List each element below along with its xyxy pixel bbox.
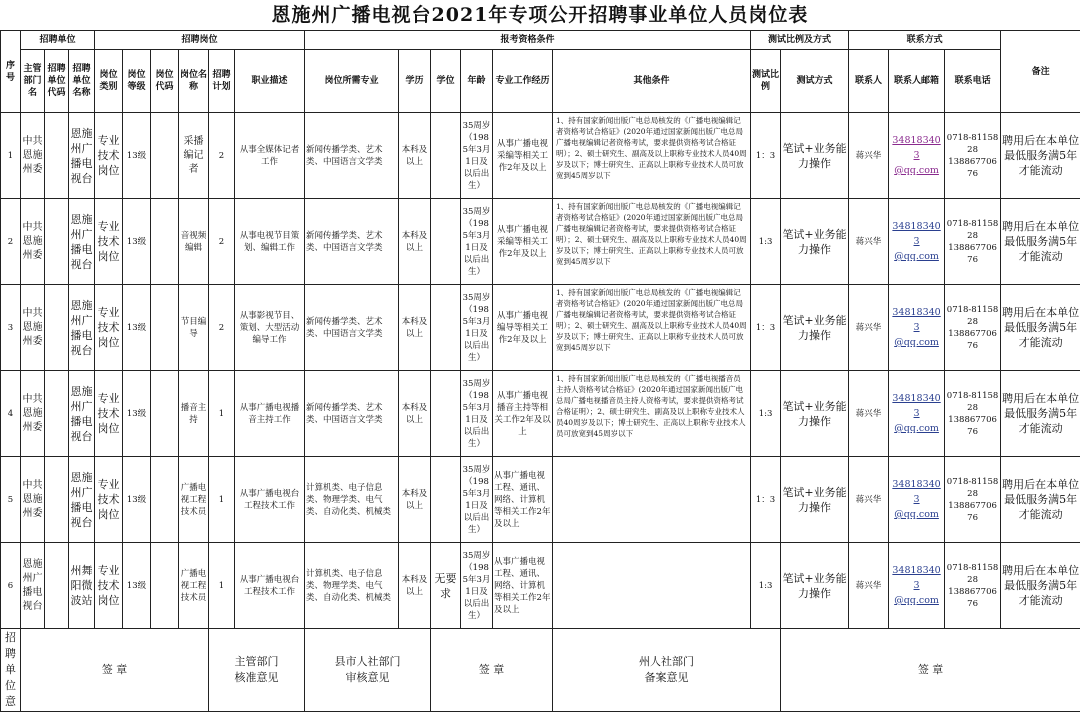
cell-degree [431,113,461,199]
cell-remark: 聘用后在本单位最低服务满5年才能流动 [1001,285,1080,371]
cell-phone [945,371,1001,457]
cell-age: 35周岁（1985年3月1日及以后出生） [461,371,493,457]
cell-ratio: 1:3 [751,371,781,457]
cell-plan: 2 [209,199,235,285]
cell-major: 新闻传播学类、艺术类、中国语言文学类 [305,285,399,371]
column-header-row [1,50,1080,113]
header-remark: 备注 [1001,31,1080,113]
email-link-domain[interactable]: @qq.com [894,251,939,262]
email-link[interactable]: 348183403 [892,307,941,333]
cell-seq: 2 [1,199,21,285]
header-person: 联系人 [849,50,889,113]
page-title: 恩施州广播电视台2021年专项公开招聘事业单位人员岗位表 [271,4,809,26]
table-row [1,457,1080,543]
cell-email[interactable] [889,543,945,629]
cell-plan: 2 [209,285,235,371]
cell-pos-type: 专业技术岗位 [95,113,123,199]
cell-unit-code [45,113,69,199]
table-row [1,199,1080,285]
cell-unit-name: 恩施州广播电视台 [69,199,95,285]
cell-duty: 从事广播电视台工程技术工作 [235,543,305,629]
cell-ratio: 1：3 [751,285,781,371]
cell-pos-level: 13级 [123,285,151,371]
cell-other: 1、持有国家新闻出版广电总局核发的《广播电视编辑记者资格考试合格证》(2020年通过国家新闻出版广电总局广播电视编辑记者资格考试，要求提供资格考试合格证明）；2、硕士研究生、副高及以上职称专业技术人员40周岁及以下；博士研究生、正高以上职称专业技术人员可放宽到45周岁以下 [553,113,751,199]
cell-person: 蒋兴华 [849,285,889,371]
cell-dept: 恩施州广播电视台 [21,543,45,629]
phone-mobile: 13886770676 [948,586,997,609]
group-unit: 招聘单位 [21,31,95,50]
cell-seq: 3 [1,285,21,371]
phone-mobile: 13886770676 [948,242,997,265]
cell-major: 新闻传播学类、艺术类、中国语言文学类 [305,371,399,457]
phone-mobile: 13886770676 [948,414,997,437]
footer-dept-review [209,629,305,712]
cell-pos-code [151,371,179,457]
cell-duty: 从事电视节目策划、编辑工作 [235,199,305,285]
cell-pos-type: 专业技术岗位 [95,199,123,285]
header-major: 岗位所需专业 [305,50,399,113]
group-position: 招聘岗位 [95,31,305,50]
cell-unit-name: 恩施州广播电视台 [69,285,95,371]
header-plan: 招聘计划 [209,50,235,113]
footer-state-review [553,629,781,712]
header-ratio: 测试比例 [751,50,781,113]
header-email: 联系人邮箱 [889,50,945,113]
table-row [1,543,1080,629]
cell-pos-type: 专业技术岗位 [95,543,123,629]
cell-plan: 1 [209,371,235,457]
cell-method: 笔试+业务能力操作 [781,457,849,543]
cell-exp: 从事广播电视采编等相关工作2年及以上 [493,199,553,285]
cell-edu: 本科及以上 [399,371,431,457]
header-unit-code: 招聘单位代码 [45,50,69,113]
cell-seq: 4 [1,371,21,457]
header-pos-code: 岗位代码 [151,50,179,113]
cell-dept: 中共恩施州委 [21,285,45,371]
cell-degree [431,285,461,371]
cell-duty: 从事全媒体记者工作 [235,113,305,199]
cell-plan: 2 [209,113,235,199]
phone-landline: 0718-8115828 [946,562,999,585]
cell-pos-name: 播音主持 [179,371,209,457]
cell-phone [945,199,1001,285]
dept-review-line2: 核准意见 [234,671,279,684]
cell-degree [431,199,461,285]
cell-seq: 6 [1,543,21,629]
cell-degree [431,457,461,543]
cell-age: 35周岁（1985年3月1日及以后出生） [461,199,493,285]
cell-person: 蒋兴华 [849,371,889,457]
cell-method: 笔试+业务能力操作 [781,113,849,199]
cell-other [553,543,751,629]
email-link[interactable]: 348183403 [892,479,941,505]
cell-email[interactable] [889,285,945,371]
header-edu: 学历 [399,50,431,113]
cell-plan: 1 [209,457,235,543]
cell-pos-type: 专业技术岗位 [95,457,123,543]
header-dept: 主管部门名 [21,50,45,113]
cell-pos-code [151,457,179,543]
cell-edu: 本科及以上 [399,113,431,199]
cell-pos-code [151,113,179,199]
cell-other: 1、持有国家新闻出版广电总局核发的《广播电视播音员主持人资格考试合格证》(2020年通过国家新闻出版广电总局广播电视播音员主持人资格考试，要求提供资格考试合格证明）；2、硕士研究生、副高及以上职称专业技术人员40周岁及以下；博士研究生、正高以上职称专业技术人员可放宽到45周岁以下 [553,371,751,457]
cell-phone [945,285,1001,371]
cell-age: 35周岁（1985年3月1日及以后出生） [461,543,493,629]
cell-age: 35周岁（1985年3月1日及以后出生） [461,457,493,543]
cell-exp: 从事广播电视工程、通讯、网络、计算机等相关工作2年及以上 [493,543,553,629]
cell-email[interactable] [889,371,945,457]
cell-degree: 无要求 [431,543,461,629]
cell-exp: 从事广播电视编导等相关工作2年及以上 [493,285,553,371]
cell-phone [945,543,1001,629]
cell-duty: 从事广播电视台工程技术工作 [235,457,305,543]
cell-pos-type: 专业技术岗位 [95,285,123,371]
table-row [1,371,1080,457]
cell-dept: 中共恩施州委 [21,457,45,543]
cell-other: 1、持有国家新闻出版广电总局核发的《广播电视编辑记者资格考试合格证》(2020年通过国家新闻出版广电总局广播电视编辑记者资格考试，要求提供资格考试合格证明）；2、硕士研究生、副高及以上职称专业技术人员40周岁及以下；博士研究生、正高以上职称专业技术人员可放宽到45周岁以下 [553,199,751,285]
cell-pos-type: 专业技术岗位 [95,371,123,457]
email-link[interactable]: 348183403 [892,135,941,161]
cell-pos-name: 音视频编辑 [179,199,209,285]
cell-remark: 聘用后在本单位最低服务满5年才能流动 [1001,457,1080,543]
group-contact: 联系方式 [849,31,1001,50]
cell-ratio: 1：3 [751,457,781,543]
cell-remark: 聘用后在本单位最低服务满5年才能流动 [1001,371,1080,457]
header-method: 测试方式 [781,50,849,113]
cell-major: 计算机类、电子信息类、物理学类、电气类、自动化类、机械类 [305,543,399,629]
cell-plan: 1 [209,543,235,629]
cell-email[interactable] [889,457,945,543]
cell-pos-name: 采播编记者 [179,113,209,199]
header-pos-name: 岗位名称 [179,50,209,113]
cell-remark: 聘用后在本单位最低服务满5年才能流动 [1001,543,1080,629]
cell-unit-code [45,371,69,457]
cell-seq: 1 [1,113,21,199]
cell-method: 笔试+业务能力操作 [781,543,849,629]
header-other: 其他条件 [553,50,751,113]
cell-pos-level: 13级 [123,543,151,629]
cell-email[interactable] [889,199,945,285]
cell-duty: 从事广播电视播音主持工作 [235,371,305,457]
cell-exp: 从事广播电视工程、通讯、网络、计算机等相关工作2年及以上 [493,457,553,543]
table-row [1,113,1080,199]
cell-degree [431,371,461,457]
cell-pos-level: 13级 [123,457,151,543]
footer-seal-county: 签 章 [431,629,553,712]
email-link[interactable]: 348183403 [892,221,941,247]
cell-exp: 从事广播电视采编等相关工作2年及以上 [493,113,553,199]
cell-person: 蒋兴华 [849,113,889,199]
state-review-line2: 备案意见 [644,671,689,684]
cell-ratio: 1：3 [751,113,781,199]
email-link-domain[interactable]: @qq.com [894,595,939,606]
dept-review-line1: 主管部门 [234,655,279,668]
cell-duty: 从事影视节目、策划、大型活动编导工作 [235,285,305,371]
cell-ratio: 1:3 [751,199,781,285]
cell-major: 计算机类、电子信息类、物理学类、电气类、自动化类、机械类 [305,457,399,543]
positions-table [0,30,1080,712]
header-phone: 联系电话 [945,50,1001,113]
cell-unit-name: 州舞阳微波站 [69,543,95,629]
cell-pos-code [151,285,179,371]
cell-age: 35周岁（1985年3月1日及以后出生） [461,113,493,199]
cell-ratio: 1:3 [751,543,781,629]
cell-person: 蒋兴华 [849,199,889,285]
phone-landline: 0718-8115828 [946,218,999,241]
cell-dept: 中共恩施州委 [21,371,45,457]
phone-landline: 0718-8115828 [946,390,999,413]
email-link-domain[interactable]: @qq.com [894,423,939,434]
header-pos-level: 岗位等级 [123,50,151,113]
email-link[interactable]: 348183403 [892,393,941,419]
cell-edu: 本科及以上 [399,457,431,543]
cell-phone [945,113,1001,199]
group-header-row [1,31,1080,50]
header-pos-type: 岗位类别 [95,50,123,113]
cell-pos-code [151,543,179,629]
cell-email[interactable] [889,113,945,199]
cell-other: 1、持有国家新闻出版广电总局核发的《广播电视编辑记者资格考试合格证》(2020年通过国家新闻出版广电总局广播电视编辑记者资格考试，要求提供资格考试合格证明）；2、硕士研究生、副高及以上职称专业技术人员40周岁及以下；博士研究生、正高以上职称专业技术人员可放宽到45周岁以下 [553,285,751,371]
cell-edu: 本科及以上 [399,199,431,285]
cell-unit-name: 恩施州广播电视台 [69,457,95,543]
cell-person: 蒋兴华 [849,543,889,629]
cell-pos-level: 13级 [123,371,151,457]
cell-unit-name: 恩施州广播电视台 [69,371,95,457]
cell-major: 新闻传播学类、艺术类、中国语言文学类 [305,199,399,285]
cell-method: 笔试+业务能力操作 [781,285,849,371]
cell-remark: 聘用后在本单位最低服务满5年才能流动 [1001,199,1080,285]
phone-landline: 0718-8115828 [946,304,999,327]
phone-mobile: 13886770676 [948,328,997,351]
cell-method: 笔试+业务能力操作 [781,371,849,457]
group-qualification: 报考资格条件 [305,31,751,50]
cell-exp: 从事广播电视播音主持等相关工作2年及以上 [493,371,553,457]
header-degree: 学位 [431,50,461,113]
county-review-line1: 县市人社部门 [334,655,401,668]
cell-unit-code [45,543,69,629]
cell-pos-name: 广播电视工程技术员 [179,457,209,543]
footer-county-review [305,629,431,712]
cell-remark: 聘用后在本单位最低服务满5年才能流动 [1001,113,1080,199]
phone-mobile: 13886770676 [948,156,997,179]
email-link-domain[interactable]: @qq.com [894,509,939,520]
footer-label: 招聘单位意 [1,629,21,712]
cell-unit-name: 恩施州广播电视台 [69,113,95,199]
header-exp: 专业工作经历 [493,50,553,113]
header-seq: 序号 [1,31,21,113]
table-row [1,285,1080,371]
cell-other [553,457,751,543]
cell-seq: 5 [1,457,21,543]
state-review-line1: 州人社部门 [639,655,695,668]
email-link-domain[interactable]: @qq.com [894,165,939,176]
cell-pos-name: 节目编导 [179,285,209,371]
cell-edu: 本科及以上 [399,543,431,629]
phone-landline: 0718-8115828 [946,132,999,155]
footer-seal-unit: 签 章 [21,629,209,712]
cell-age: 35周岁（1985年3月1日及以后出生） [461,285,493,371]
email-link[interactable]: 348183403 [892,565,941,591]
cell-unit-code [45,457,69,543]
signature-row [1,629,1080,712]
cell-person: 蒋兴华 [849,457,889,543]
cell-dept: 中共恩施州委 [21,199,45,285]
cell-pos-name: 广播电视工程技术员 [179,543,209,629]
cell-unit-code [45,199,69,285]
header-age: 年龄 [461,50,493,113]
header-duty: 职业描述 [235,50,305,113]
phone-landline: 0718-8115828 [946,476,999,499]
cell-pos-code [151,199,179,285]
email-link-domain[interactable]: @qq.com [894,337,939,348]
cell-phone [945,457,1001,543]
header-unit-name: 招聘单位名称 [69,50,95,113]
cell-unit-code [45,285,69,371]
cell-edu: 本科及以上 [399,285,431,371]
cell-major: 新闻传播学类、艺术类、中国语言文学类 [305,113,399,199]
cell-pos-level: 13级 [123,199,151,285]
footer-seal-state: 签 章 [781,629,1080,712]
cell-dept: 中共恩施州委 [21,113,45,199]
phone-mobile: 13886770676 [948,500,997,523]
cell-pos-level: 13级 [123,113,151,199]
county-review-line2: 审核意见 [345,671,390,684]
cell-method: 笔试+业务能力操作 [781,199,849,285]
group-test: 测试比例及方式 [751,31,849,50]
